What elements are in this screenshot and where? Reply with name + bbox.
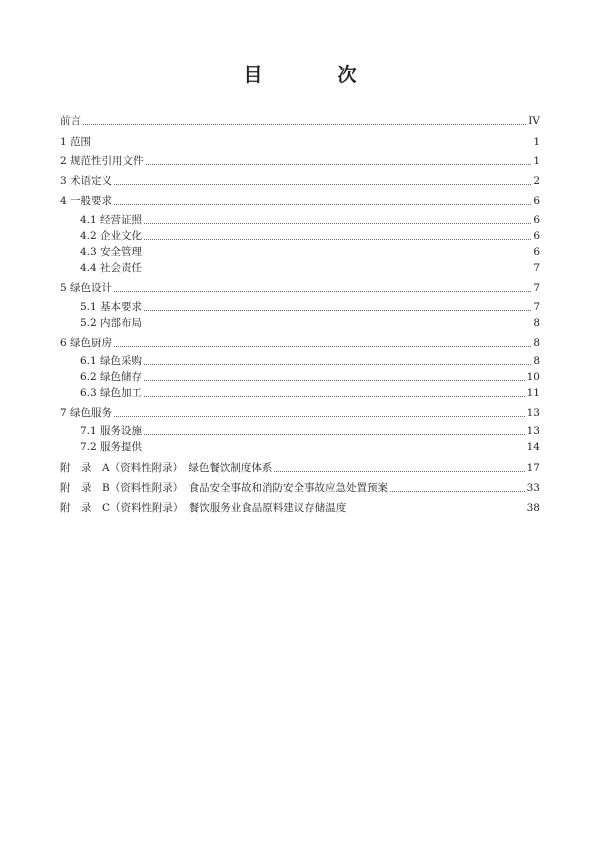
toc-entry-label: 附 录 B（资料性附录） 食品安全事故和消防安全事故应急处置预案 [60,482,388,494]
toc-entry-page: 1 [533,155,540,167]
toc-entry-label: 7.2 服务提供 [80,441,143,453]
toc-entry-label: 6.3 绿色加工 [80,387,143,399]
toc-entry-page: 2 [533,175,540,187]
toc-entry[interactable] [80,368,540,384]
toc-entry[interactable] [80,384,540,400]
toc-entry[interactable] [60,334,540,350]
toc-entry-page: 33 [526,482,540,494]
toc-entry[interactable] [60,279,540,295]
toc-entry-page: 6 [533,214,540,226]
toc-entry[interactable] [80,298,540,314]
toc-entry-label: 6.2 绿色储存 [80,371,143,383]
dot-leader [144,222,531,224]
toc-entry-label: 4 一般要求 [60,195,113,207]
toc-entry-page: 10 [526,371,540,383]
toc-entry[interactable] [80,314,540,330]
toc-entry[interactable] [60,172,540,188]
toc-entry-label: 4.1 经营证照 [80,214,143,226]
toc-entry[interactable] [80,259,540,275]
toc-entry-label: 附 录 A（资料性附录） 绿色餐饮制度体系 [60,462,273,474]
toc-entry-label: 6 绿色厨房 [60,337,113,349]
dot-leader [144,363,531,365]
toc-entry[interactable] [60,192,540,208]
toc-entry-page: 14 [526,441,540,453]
dot-leader [144,309,531,311]
toc-entry[interactable] [60,112,540,128]
dot-leader [146,163,532,165]
toc-entry-page: 6 [533,195,540,207]
dot-leader [144,433,525,435]
toc-title: 目 次 [243,64,385,86]
toc-entry[interactable] [60,499,540,515]
toc-entry-label: 7.1 服务设施 [80,425,143,437]
toc-entry-page: 38 [526,502,540,514]
dot-leader [144,395,525,397]
toc-entry[interactable] [60,479,540,495]
dot-leader [114,183,531,185]
toc-entry[interactable] [80,227,540,243]
dot-leader [144,238,531,240]
toc-entry-label: 5 绿色设计 [60,282,113,294]
toc-entry-page: 17 [526,462,540,474]
toc-entry-page: 7 [533,282,540,294]
toc-entry-page: 8 [533,317,540,329]
toc-entry-label: 7 绿色服务 [60,407,113,419]
toc-entry-page: 1 [533,136,540,148]
toc-entry-label: 4.3 安全管理 [80,246,143,258]
toc-entry-label: 5.2 内部布局 [80,317,143,329]
dot-leader [114,415,525,417]
toc-entry[interactable] [80,243,540,259]
toc-entry-label: 2 规范性引用文件 [60,155,144,167]
toc-entry-page: 8 [533,337,540,349]
toc-entry[interactable] [80,438,540,454]
dot-leader [144,379,525,381]
toc-entry-label: 4.4 社会责任 [80,262,143,274]
toc-entry-label: 3 术语定义 [60,175,113,187]
toc-entry[interactable] [60,459,540,475]
toc-entry[interactable] [80,352,540,368]
toc-entry-page: IV [528,115,540,127]
toc-entry-page: 13 [526,425,540,437]
dot-leader [83,123,526,125]
toc-entry-page: 6 [533,246,540,258]
dot-leader [274,470,524,472]
dot-leader [114,290,531,292]
toc-entry[interactable] [60,152,540,168]
dot-leader [114,345,531,347]
toc-entry-label: 6.1 绿色采购 [80,355,143,367]
dot-leader [390,490,525,492]
toc-entry-page: 7 [533,262,540,274]
toc-entry-page: 8 [533,355,540,367]
toc-entry-page: 6 [533,230,540,242]
toc-entry[interactable] [60,404,540,420]
toc-entry-page: 11 [526,387,540,399]
toc-entry-label: 前言 [60,115,81,127]
toc-entry-label: 5.1 基本要求 [80,301,143,313]
toc-entry[interactable] [80,422,540,438]
toc-entry-label: 附 录 C（资料性附录） 餐饮服务业食品原料建议存储温度 [60,502,347,514]
toc-entry[interactable] [80,211,540,227]
toc-entry-page: 13 [526,407,540,419]
toc-entry[interactable] [60,133,540,149]
toc-entry-label: 4.2 企业文化 [80,230,143,242]
toc-entry-label: 1 范围 [60,136,92,148]
dot-leader [114,203,531,205]
toc-entry-page: 7 [533,301,540,313]
